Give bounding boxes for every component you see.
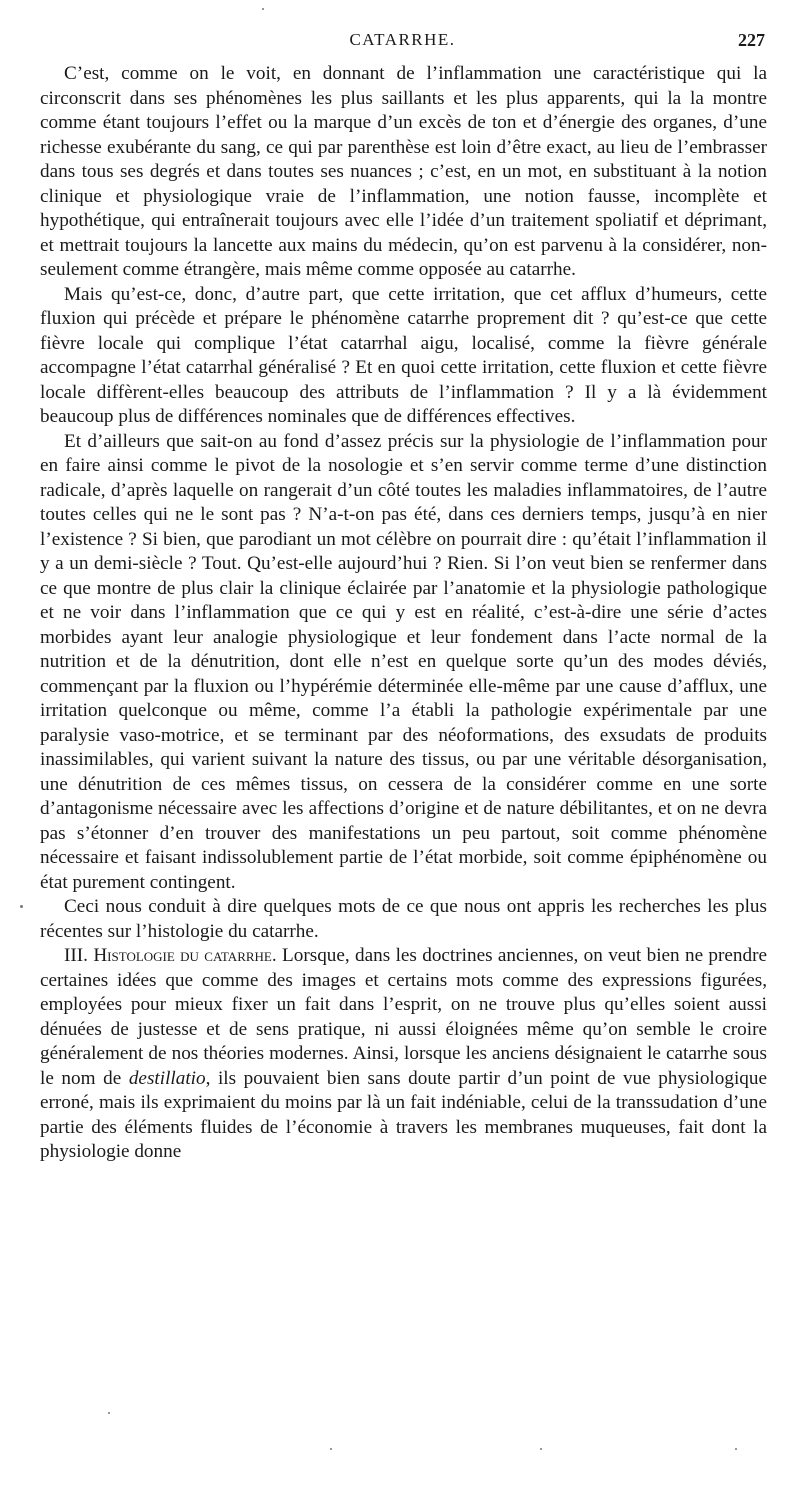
section-heading: Histologie du catarrhe.: [93, 945, 277, 966]
section-numeral: III.: [64, 945, 88, 966]
paragraph-physiology-inflammation: Et d’ailleurs que sait-on au fond d’assez précis sur la physiologie de l’inflammation pour en faire ainsi comme le pivot de la nosologie et s’en servir comme terme d’une distinction radicale, d’après laquelle on rangerait d’un côté toutes les maladies inflammatoires, de l’autre toutes celles qui ne le sont pas ? N’a-t-on pas été, dans ces derniers temps, jusqu’à en nier l’existence ? Si bien, que parodiant un mot célèbre on pourrait dire : qu’était l’inflammation il y a un demi-siècle ? Tout. Qu’est-elle aujourd’hui ? Rien. Si l’on veut bien se renfermer dans ce que montre de plus clair la clinique éclairée par l’anatomie et la physiologie pathologique et ne voir dans l’inflammation que ce qui y est en réalité, c’est-à-dire une série d’actes morbides ayant leur analogie physiologique et leur fondement dans l’acte normal de la nutrition et de la dénutrition, dont elle n’est en quelque sorte qu’un des modes déviés, commençant par la fluxion ou l’hypérémie déterminée elle-même par une cause d’afflux, une irritation quelconque ou même, comme l’a établi la pathologie expérimentale par une paralysie vaso-motrice, et se terminant par des néoformations, des exsudats de produits inassimilables, qui varient suivant la nature des tissus, ou par une véritable désorganisation, une dénutrition de ces mêmes tissus, on cessera de la considérer comme en une sorte d’antagonisme nécessaire avec les affections d’origine et de nature débilitantes, et on ne devra pas s’étonner d’en trouver des manifestations un peu partout, soit comme phénomène nécessaire et faisant indissolublement partie de l’état morbide, soit comme épiphénomène ou état purement contingent.: [40, 430, 767, 893]
paragraph-irritation-question: Mais qu’est-ce, donc, d’autre part, que cette irritation, que cet afflux d’humeurs, cette fluxion qui précède et prépare le phénomène catarrhe proprement dit ? qu’est-ce que cette fièvre locale qui complique l’état catarrhal aigu, localisé, comme la fièvre générale accompagne l’état catarrhal généralisé ? Et en quoi cette irritation, cette fluxion et cette fièvre locale diffèrent-elles beaucoup des attributs de l’inflammation ? Il y a là évidemment beaucoup plus de différences nominales que de différences effectives.: [40, 283, 767, 427]
scan-speck: [20, 905, 23, 908]
page-header: [40, 30, 765, 56]
scan-speck: [540, 1448, 542, 1450]
scan-speck: [330, 1448, 332, 1450]
body-text: [40, 62, 767, 1165]
paragraph-inflammation-definition: C’est, comme on le voit, en donnant de l’inflammation une caractéristique qui la circonscrit dans ses phénomènes les plus saillants et les plus apparents, qui la la montre comme étant toujours l’effet ou la marque d’un excès de ton et d’énergie des organes, d’une richesse exubérante du sang, ce qui par parenthèse est loin d’être exact, au lieu de l’embrasser dans tous ses degrés et dans toutes ses nuances ; c’est, en un mot, en substituant à la notion clinique et physiologique vraie de l’inflammation, une notion fausse, incomplète et hypothétique, qui entraînerait toujours avec elle l’idée d’un traitement spoliatif et déprimant, et mettrait toujours la lancette aux mains du médecin, qu’on est parvenu à la considérer, non-seulement comme étrangère, mais même comme opposée au catarrhe.: [40, 63, 767, 280]
paragraph-histology-intro: Ceci nous conduit à dire quelques mots de ce que nous ont appris les recherches les plus récentes sur l’histologie du catarrhe.: [40, 896, 767, 942]
scan-speck: [262, 8, 264, 10]
page-number: 227: [738, 30, 765, 50]
section-italic-term: destillatio: [128, 1067, 206, 1089]
section-text-part-2: , ils pouvaient bien sans doute partir d’un point de vue physiologique erroné, mais ils exprimaient du moins par là un fait indéniable, celui de la transsudation d’une partie des éléments fluides de l’économie à travers les membranes muqueuses, fait dont la physiologie donne: [40, 1067, 767, 1162]
section-histology: [40, 944, 767, 1165]
running-head: CATARRHE.: [349, 30, 456, 49]
scan-speck: [108, 1412, 110, 1414]
section-text-part-1: Lorsque, dans les doctrines anciennes, on veut bien ne prendre certaines idées que comme des images et certains mots comme des expressions figurées, employées pour mieux fixer un fait dans l’esprit, on ne trouve plus qu’elles soient aussi dénuées de justesse et de sens pratique, ni aussi éloignées même qu’on semble le croire généralement de nos théories modernes. Ainsi, lorsque les anciens désignaient le catarrhe sous le nom de: [40, 945, 768, 1089]
scan-speck: [735, 1448, 737, 1450]
